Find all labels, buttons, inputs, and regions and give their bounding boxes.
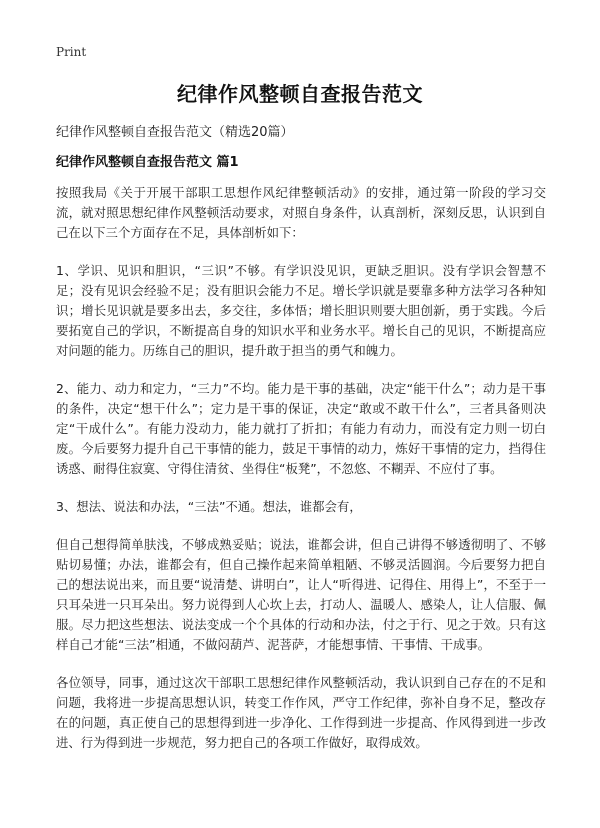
paragraph-point-2: 2、能力、动力和定力，“三力”不均。能力是干事的基础，决定“能干什么”；动力是干事的条件，决定“想干什么”；定力是干事的保证，决定“敢或不敢干什么”，三者具备则决定“干成什么”。有能力没动力，能力就打了折扣；有能力有动力，而没有定力则一切白废。今后要努力提升自己干事情的能力，鼓足干事情的动力，炼好干事情的定力，挡得住诱惑、耐得住寂寞、守得住清贫、坐得住“板凳”，不忽悠、不糊弄、不应付了事。 — [56, 381, 546, 476]
document-title: 纪律作风整顿自查报告范文 — [177, 82, 423, 106]
section-heading: 纪律作风整顿自查报告范文 篇1 — [56, 155, 239, 170]
paragraph-point-3: 3、想法、说法和办法，“三法”不通。想法，谁都会有， — [56, 499, 362, 514]
document-subtitle: 纪律作风整顿自查报告范文（精选20篇） — [56, 125, 294, 140]
paragraph-intro: 按照我局《关于开展干部职工思想作风纪律整顿活动》的安排，通过第一阶段的学习交流，就对照思想纪律作风整顿活动要求，对照自身条件，认真剖析，深刻反思，认识到自己在以下三个方面存在不足，具体剖析如下： — [56, 185, 546, 240]
paragraph-conclusion: 各位领导，同事，通过这次干部职工思想纪律作风整顿活动，我认识到自己存在的不足和问题，我将进一步提高思想认识，转变工作作风，严守工作纪律，弥补自身不足，整改存在的问题，真正使自己的思想得到进一步净化、工作得到进一步提高、作风得到进一步改进、行为得到进一步规范，努力把自己的各项工作做好，取得成效。 — [56, 675, 546, 750]
print-link[interactable]: Print — [56, 45, 87, 59]
paragraph-point-1: 1、学识、见识和胆识，“三识”不够。有学识没见识，更缺乏胆识。没有学识会智慧不足；没有见识会经验不足；没有胆识会能力不足。增长学识就是要靠多种方法学习各种知识；增长见识就是要多出去，多交往，多体悟；增长胆识则要大胆创新，勇于实践。今后要拓宽自己的学识，不断提高自身的知识水平和业务水平。增长自己的见识，不断提高应对问题的能力。历练自己的胆识，提升敢于担当的勇气和魄力。 — [56, 263, 546, 358]
document-body — [56, 183, 546, 771]
paragraph-point-3-detail: 但自己想得简单肤浅，不够成熟妥贴；说法，谁都会讲，但自己讲得不够透彻明了、不够贴切易懂；办法，谁都会有，但自己操作起来简单粗陋、不够灵活圆润。今后要努力把自己的想法说出来，而且要“说清楚、讲明白”，让人“听得进、记得住、用得上”，不至于一只耳朵进一只耳朵出。努力说得到人心坎上去，打动人、温暖人、感染人，让人信服、佩服。尽力把这些想法、说法变成一个个具体的行动和办法，付之于行、见之于效。只有这样自己才能“三法”相通，不做闷葫芦、泥菩萨，才能想事情、干事情、干成事。 — [56, 537, 546, 652]
